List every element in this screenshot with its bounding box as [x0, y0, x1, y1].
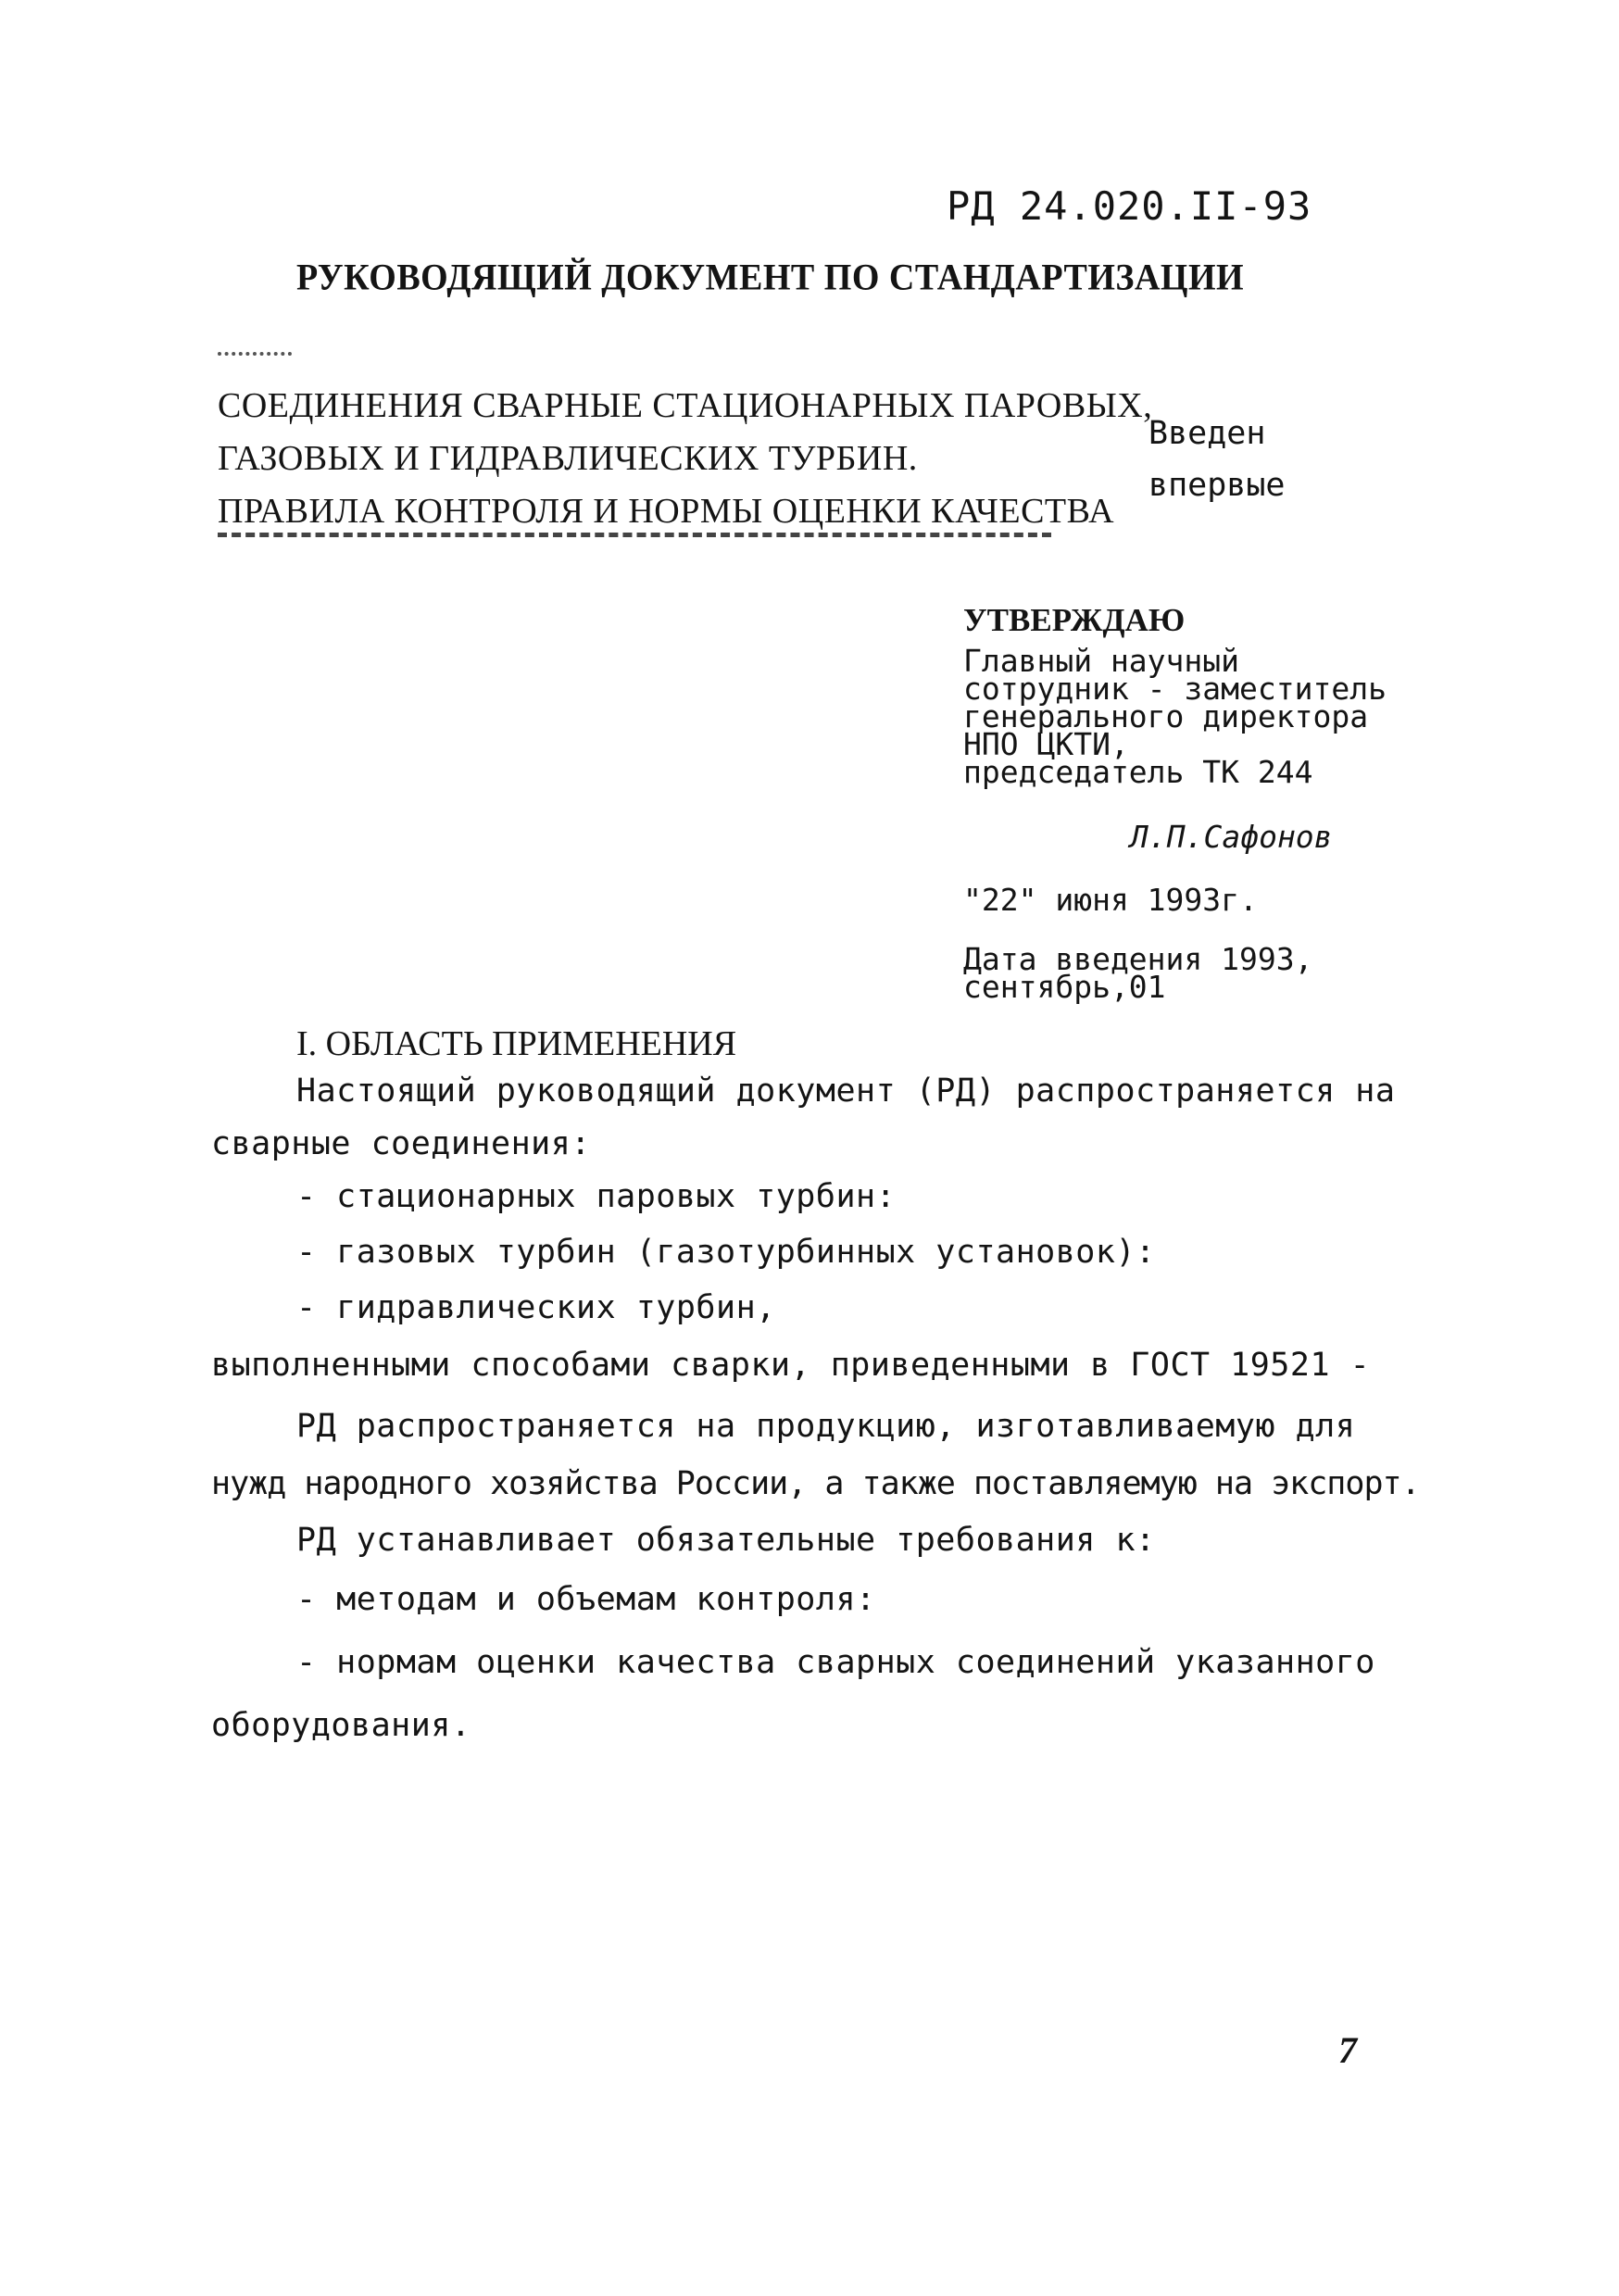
position-line: сотрудник - заместитель	[963, 671, 1387, 707]
title-line: ПРАВИЛА КОНТРОЛЯ И НОРМЫ ОЦЕНКИ КАЧЕСТВА	[218, 492, 1115, 531]
effective-line: Дата введения 1993,	[963, 941, 1313, 977]
effective-date	[963, 941, 1387, 1005]
paragraph-line: РД устанавливает обязательные требования к:	[296, 1522, 1156, 1559]
document-code: РД 24.020.II-93	[947, 183, 1312, 229]
title-line: СОЕДИНЕНИЯ СВАРНЫЕ СТАЦИОНАРНЫХ ПАРОВЫХ,	[218, 386, 1153, 425]
paragraph-line: выполненными способами сварки, приведенными в ГОСТ 19521 -	[211, 1347, 1371, 1384]
document-type-heading: РУКОВОДЯЩИЙ ДОКУМЕНТ ПО СТАНДАРТИЗАЦИИ	[296, 257, 1245, 299]
title-underline	[218, 533, 1051, 537]
introduction-status	[1148, 408, 1286, 511]
list-item: - газовых турбин (газотурбинных установок):	[296, 1234, 1156, 1271]
approval-block	[963, 602, 1387, 1005]
decorative-dash	[218, 352, 292, 359]
approval-date: "22" июня 1993г.	[963, 882, 1258, 918]
document-title	[218, 380, 1152, 538]
position-line: Главный научный	[963, 643, 1240, 679]
page-number: 7	[1338, 2029, 1357, 2071]
paragraph-line: Настоящий руководящий документ (РД) распространяется на	[296, 1073, 1396, 1110]
paragraph-line: нужд народного хозяйства России, а также поставляемую на экспорт.	[211, 1465, 1420, 1502]
paragraph-line: оборудования.	[211, 1707, 471, 1744]
status-line: впервые	[1148, 467, 1286, 504]
title-line: ГАЗОВЫХ И ГИДРАВЛИЧЕСКИХ ТУРБИН.	[218, 439, 918, 478]
status-line: Введен	[1148, 415, 1266, 452]
effective-line: сентябрь,01	[963, 969, 1166, 1005]
section-title: I. ОБЛАСТЬ ПРИМЕНЕНИЯ	[296, 1024, 737, 1063]
list-item: - методам и объемам контроля:	[296, 1581, 876, 1618]
approver-position	[963, 643, 1387, 790]
list-item: - гидравлических турбин,	[296, 1289, 776, 1326]
paragraph-line: сварные соединения:	[211, 1125, 591, 1162]
approval-heading: УТВЕРЖДАЮ	[963, 602, 1186, 638]
position-line: председатель ТК 244	[963, 754, 1313, 790]
position-line: НПО ЦКТИ,	[963, 726, 1129, 762]
list-item: - нормам оценки качества сварных соединений указанного	[296, 1644, 1375, 1681]
signatory-name: Л.П.Сафонов	[1130, 819, 1333, 855]
paragraph-line: РД распространяется на продукцию, изготавливаемую для	[296, 1408, 1356, 1445]
position-line: генерального директора	[963, 698, 1369, 734]
list-item: - стационарных паровых турбин:	[296, 1178, 897, 1215]
